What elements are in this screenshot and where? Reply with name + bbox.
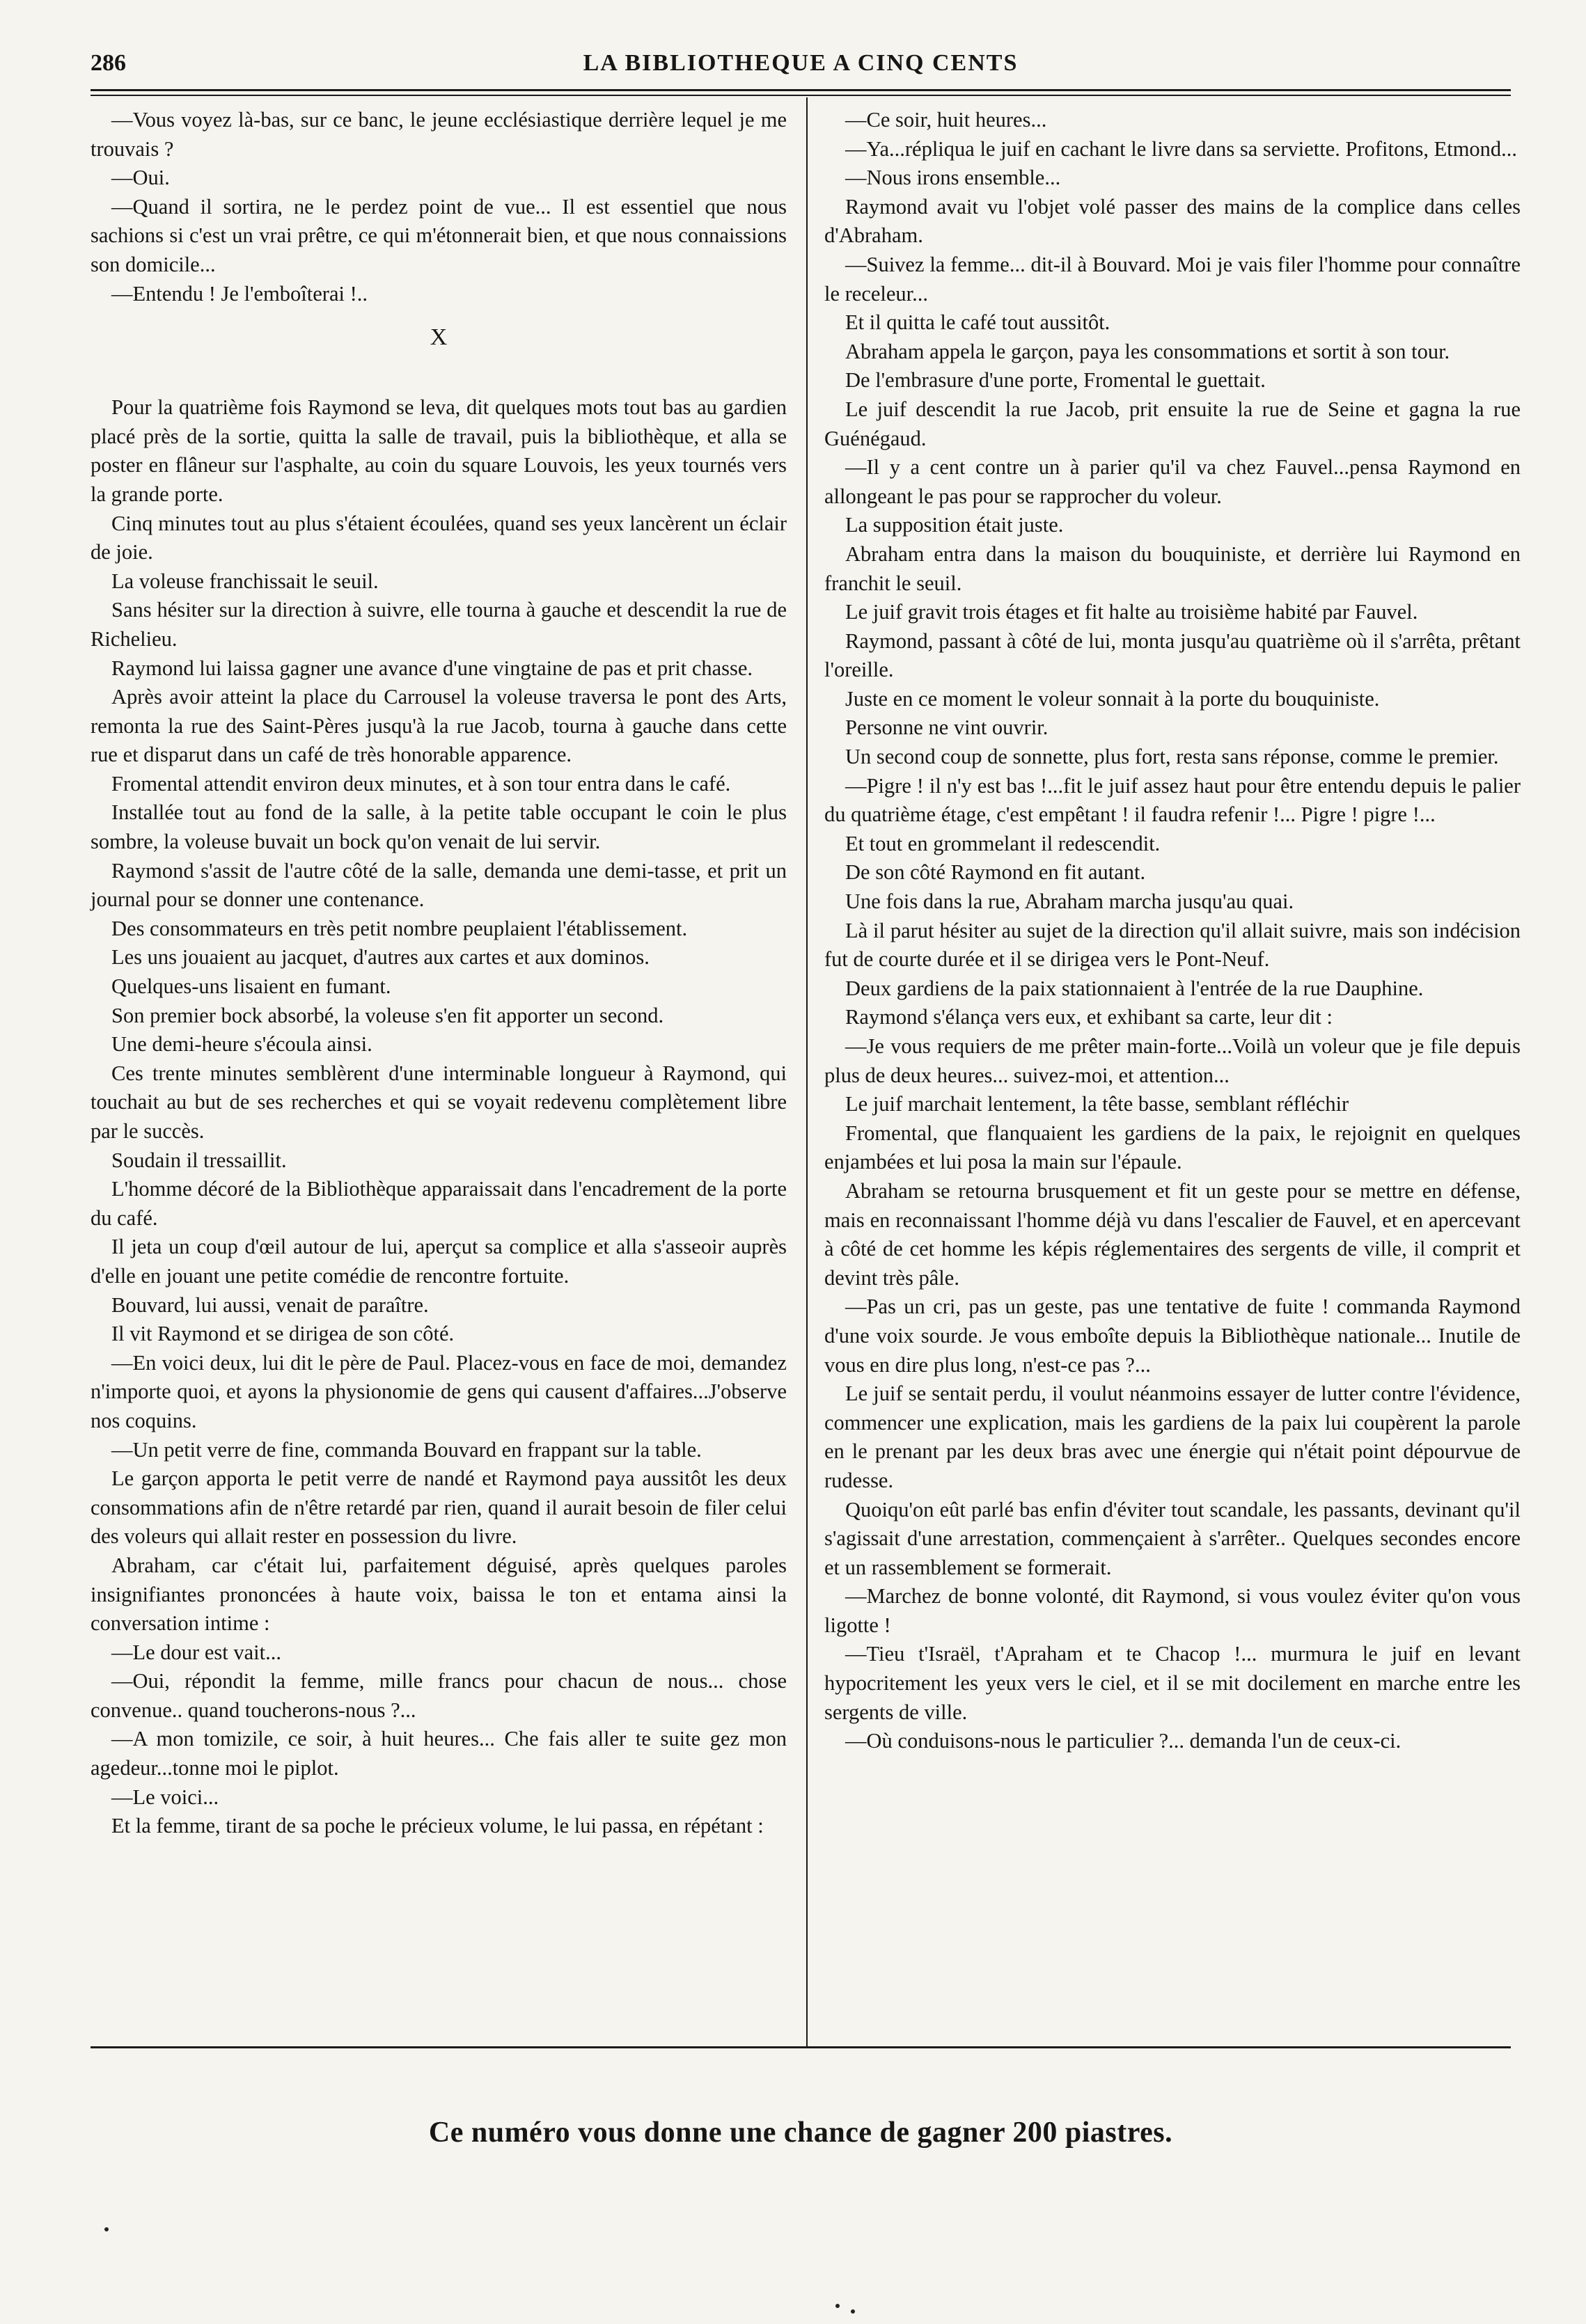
paragraph: Fromental, que flanquaient les gardiens de la paix, le rejoignit en quelques enjambées et lui posa la main sur l'épaule.	[824, 1121, 1521, 1174]
paragraph: Et la femme, tirant de sa poche le précieux volume, le lui passa, en répétant :	[111, 1814, 764, 1838]
paragraph: —Marchez de bonne volonté, dit Raymond, si vous voulez éviter qu'on vous ligotte !	[824, 1584, 1521, 1637]
footer-notice: Ce numéro vous donne une chance de gagner 200 piastres.	[428, 2117, 1173, 2149]
page-header	[91, 50, 1511, 82]
paragraph: Raymond, passant à côté de lui, monta jusqu'au quatrième où il s'arrêta, prêtant l'oreille.	[824, 629, 1521, 682]
paragraph: Des consommateurs en très petit nombre peuplaient l'établissement.	[111, 916, 688, 940]
chapter-heading: X	[430, 324, 448, 351]
paragraph: Ces trente minutes semblèrent d'une interminable longueur à Raymond, qui touchait au but de ses recherches et qui se voyait redevenu complètement libre par le succès.	[91, 1061, 787, 1143]
paragraph: Pour la quatrième fois Raymond se leva, dit quelques mots tout bas au gardien placé près de la sortie, quitta la salle de travail, puis la bibliothèque, et alla se poster en flâneur sur l'asphalte, au coin du square Louvois, les yeux tournés vers la grande porte.	[91, 395, 787, 506]
ink-speck	[104, 2227, 109, 2231]
paragraph: Un second coup de sonnette, plus fort, resta sans réponse, comme le premier.	[845, 745, 1499, 769]
right-column	[824, 106, 1521, 1756]
paragraph: Le juif gravit trois étages et fit halte au troisième habité par Fauvel.	[845, 600, 1418, 624]
paragraph: Quelques-uns lisaient en fumant.	[111, 974, 391, 999]
paragraph: —Le dour est vait...	[111, 1640, 281, 1664]
paragraph: Une demi-heure s'écoula ainsi.	[111, 1032, 372, 1057]
paragraph: Et tout en grommelant il redescendit.	[845, 831, 1161, 855]
paragraph: —Ce soir, huit heures...	[845, 108, 1047, 132]
paragraph: Soudain il tressaillit.	[111, 1148, 287, 1172]
paragraph: Juste en ce moment le voleur sonnait à la porte du bouquiniste.	[845, 686, 1380, 711]
paragraph: —Un petit verre de fine, commanda Bouvard en frappant sur la table.	[111, 1437, 702, 1462]
paragraph: Quoiqu'on eût parlé bas enfin d'éviter tout scandale, les passants, devinant qu'il s'agissait d'une arrestation, commençaient à s'arrêter.. Quelques secondes encore et un rassemblement se formerait.	[824, 1497, 1521, 1579]
paragraph: Cinq minutes tout au plus s'étaient écoulées, quand ses yeux lancèrent un éclair de joie.	[91, 511, 787, 564]
paragraph: Abraham, car c'était lui, parfaitement déguisé, après quelques paroles insignifiantes prononcées à haute voix, baissa le ton et entama ainsi la conversation intime :	[91, 1553, 787, 1636]
paragraph: Raymond lui laissa gagner une avance d'une vingtaine de pas et prit chasse.	[111, 656, 753, 680]
paragraph: —Le voici...	[111, 1785, 219, 1809]
paragraph: Les uns jouaient au jacquet, d'autres aux cartes et aux dominos.	[111, 945, 650, 970]
paragraph: —Pas un cri, pas un geste, pas une tentative de fuite ! commanda Raymond d'une voix sourde. Je vous emboîte depuis la Bibliothèque nationale... Inutile de vous en dire plus long, n'est-ce pas ?...	[824, 1295, 1521, 1377]
paragraph: Après avoir atteint la place du Carrousel la voleuse traversa le pont des Arts, remonta la rue des Saint-Pères jusqu'à la rue Jacob, tourna à gauche dans cette rue et disparut dans un café de très honorable apparence.	[91, 685, 787, 767]
paragraph: Sans hésiter sur la direction à suivre, elle tourna à gauche et descendit la rue de Richelieu.	[91, 598, 787, 651]
paragraph: —Tieu t'Israël, t'Apraham et te Chacop !... murmura le juif en levant hypocritement les yeux vers le ciel, et il se mit docilement en marche entre les sergents de ville.	[824, 1642, 1521, 1724]
ink-speck	[851, 2309, 855, 2314]
paragraph: —Oui.	[111, 166, 170, 190]
paragraph: Une fois dans la rue, Abraham marcha jusqu'au quai.	[845, 890, 1294, 914]
paragraph: —Ya...répliqua le juif en cachant le livre dans sa serviette. Profitons, Etmond...	[845, 136, 1518, 161]
paragraph: Raymond avait vu l'objet volé passer des mains de la complice dans celles d'Abraham.	[824, 194, 1521, 248]
paragraph: —Entendu ! Je l'emboîterai !..	[111, 281, 368, 306]
header-rule-top	[91, 89, 1511, 91]
footer-rule	[91, 2046, 1511, 2048]
paragraph: Raymond s'élança vers eux, et exhibant sa carte, leur dit :	[845, 1005, 1333, 1029]
ink-speck	[835, 2304, 840, 2308]
paragraph: Le juif marchait lentement, la tête basse, semblant réfléchir	[845, 1092, 1349, 1116]
paragraph: Bouvard, lui aussi, venait de paraître.	[111, 1293, 429, 1317]
paragraph: Personne ne vint ouvrir.	[845, 716, 1049, 740]
paragraph: Deux gardiens de la paix stationnaient à l'entrée de la rue Dauphine.	[845, 976, 1424, 1000]
paragraph: Là il parut hésiter au sujet de la direction qu'il allait suivre, mais son indécision fut de courte durée et il se dirigea vers le Pont-Neuf.	[824, 918, 1521, 972]
column-separator	[806, 97, 808, 2046]
running-title: LA BIBLIOTHEQUE A CINQ CENTS	[583, 50, 1019, 76]
paragraph: Abraham entra dans la maison du bouquiniste, et derrière lui Raymond en franchit le seuil.	[824, 542, 1521, 595]
left-column	[91, 106, 787, 1841]
page-number: 286	[91, 50, 126, 76]
paragraph: De l'embrasure d'une porte, Fromental le guettait.	[845, 368, 1266, 393]
paragraph: —Pigre ! il n'y est bas !...fit le juif assez haut pour être entendu depuis le palier du quatrième étage, c'est empêtant ! il faudra refenir !... Pigre ! pigre !...	[824, 773, 1521, 827]
paragraph: Abraham se retourna brusquement et fit un geste pour se mettre en défense, mais en reconnaissant l'homme déjà vu dans l'escalier de Fauvel, et en apercevant à côté de cet homme les képis réglementaires des sergents de ville, il comprit et devint très pâle.	[824, 1178, 1521, 1290]
paragraph: Le juif se sentait perdu, il voulut néanmoins essayer de lutter contre l'évidence, commencer une explication, mais les gardiens de la paix lui coupèrent la parole en le prenant par les deux bras avec une énergie qui n'était point dépourvue de rudesse.	[824, 1382, 1521, 1492]
paragraph: Fromental attendit environ deux minutes, et à son tour entra dans le café.	[111, 771, 731, 796]
paragraph: —Suivez la femme... dit-il à Bouvard. Moi je vais filer l'homme pour connaître le receleur...	[824, 252, 1521, 306]
paragraph: —Nous irons ensemble...	[845, 166, 1061, 190]
paragraph: La supposition était juste.	[845, 513, 1064, 537]
paragraph: —Quand il sortira, ne le perdez point de vue... Il est essentiel que nous sachions si c'est un vrai prêtre, ce qui m'étonnerait bien, et que nous connaissions son domicile...	[91, 194, 787, 276]
paragraph: —Il y a cent contre un à parier qu'il va chez Fauvel...pensa Raymond en allongeant le pas pour se rapprocher du voleur.	[824, 455, 1521, 508]
header-rule-bottom	[91, 95, 1511, 96]
paragraph: —Je vous requiers de me prêter main-forte...Voilà un voleur que je file depuis plus de deux heures... suivez-moi, et attention...	[824, 1034, 1521, 1087]
paragraph: Installée tout au fond de la salle, à la petite table occupant le coin le plus sombre, la voleuse buvait un bock qu'on venait de lui servir.	[91, 800, 787, 854]
paragraph: Il vit Raymond et se dirigea de son côté.	[111, 1322, 455, 1346]
paragraph: Il jeta un coup d'œil autour de lui, aperçut sa complice et alla s'asseoir auprès d'elle en jouant une petite comédie de rencontre fortuite.	[91, 1235, 787, 1288]
paragraph: Le juif descendit la rue Jacob, prit ensuite la rue de Seine et gagna la rue Guénégaud.	[824, 397, 1521, 450]
paragraph: Le garçon apporta le petit verre de nandé et Raymond paya aussitôt les deux consommations afin de n'être retardé par rien, quand il aurait besoin de filer celui des voleurs qui allait rester en possession du livre.	[91, 1467, 787, 1549]
paragraph: De son côté Raymond en fit autant.	[845, 860, 1146, 885]
paragraph: —En voici deux, lui dit le père de Paul. Placez-vous en face de moi, demandez n'importe quoi, et ayons la physionomie de gens qui causent d'affaires...J'observe nos coquins.	[91, 1350, 787, 1432]
paragraph: —Oui, répondit la femme, mille francs pour chacun de nous... chose convenue.. quand toucherons-nous ?...	[91, 1669, 787, 1722]
paragraph: —Vous voyez là-bas, sur ce banc, le jeune ecclésiastique derrière lequel je me trouvais ?	[91, 108, 787, 161]
paragraph: L'homme décoré de la Bibliothèque apparaissait dans l'encadrement de la porte du café.	[91, 1177, 787, 1230]
paragraph: Raymond s'assit de l'autre côté de la salle, demanda une demi-tasse, et prit un journal pour se donner une contenance.	[91, 858, 787, 912]
paragraph: Abraham appela le garçon, paya les consommations et sortit à son tour.	[845, 339, 1450, 363]
paragraph: La voleuse franchissait le seuil.	[111, 569, 379, 593]
paragraph: Son premier bock absorbé, la voleuse s'en fit apporter un second.	[111, 1003, 664, 1027]
paragraph: —Où conduisons-nous le particulier ?... demanda l'un de ceux-ci.	[845, 1729, 1402, 1753]
paragraph: Et il quitta le café tout aussitôt.	[845, 310, 1110, 335]
paragraph: —A mon tomizile, ce soir, à huit heures... Che fais aller te suite gez mon agedeur...tonne moi le piplot.	[91, 1727, 787, 1780]
